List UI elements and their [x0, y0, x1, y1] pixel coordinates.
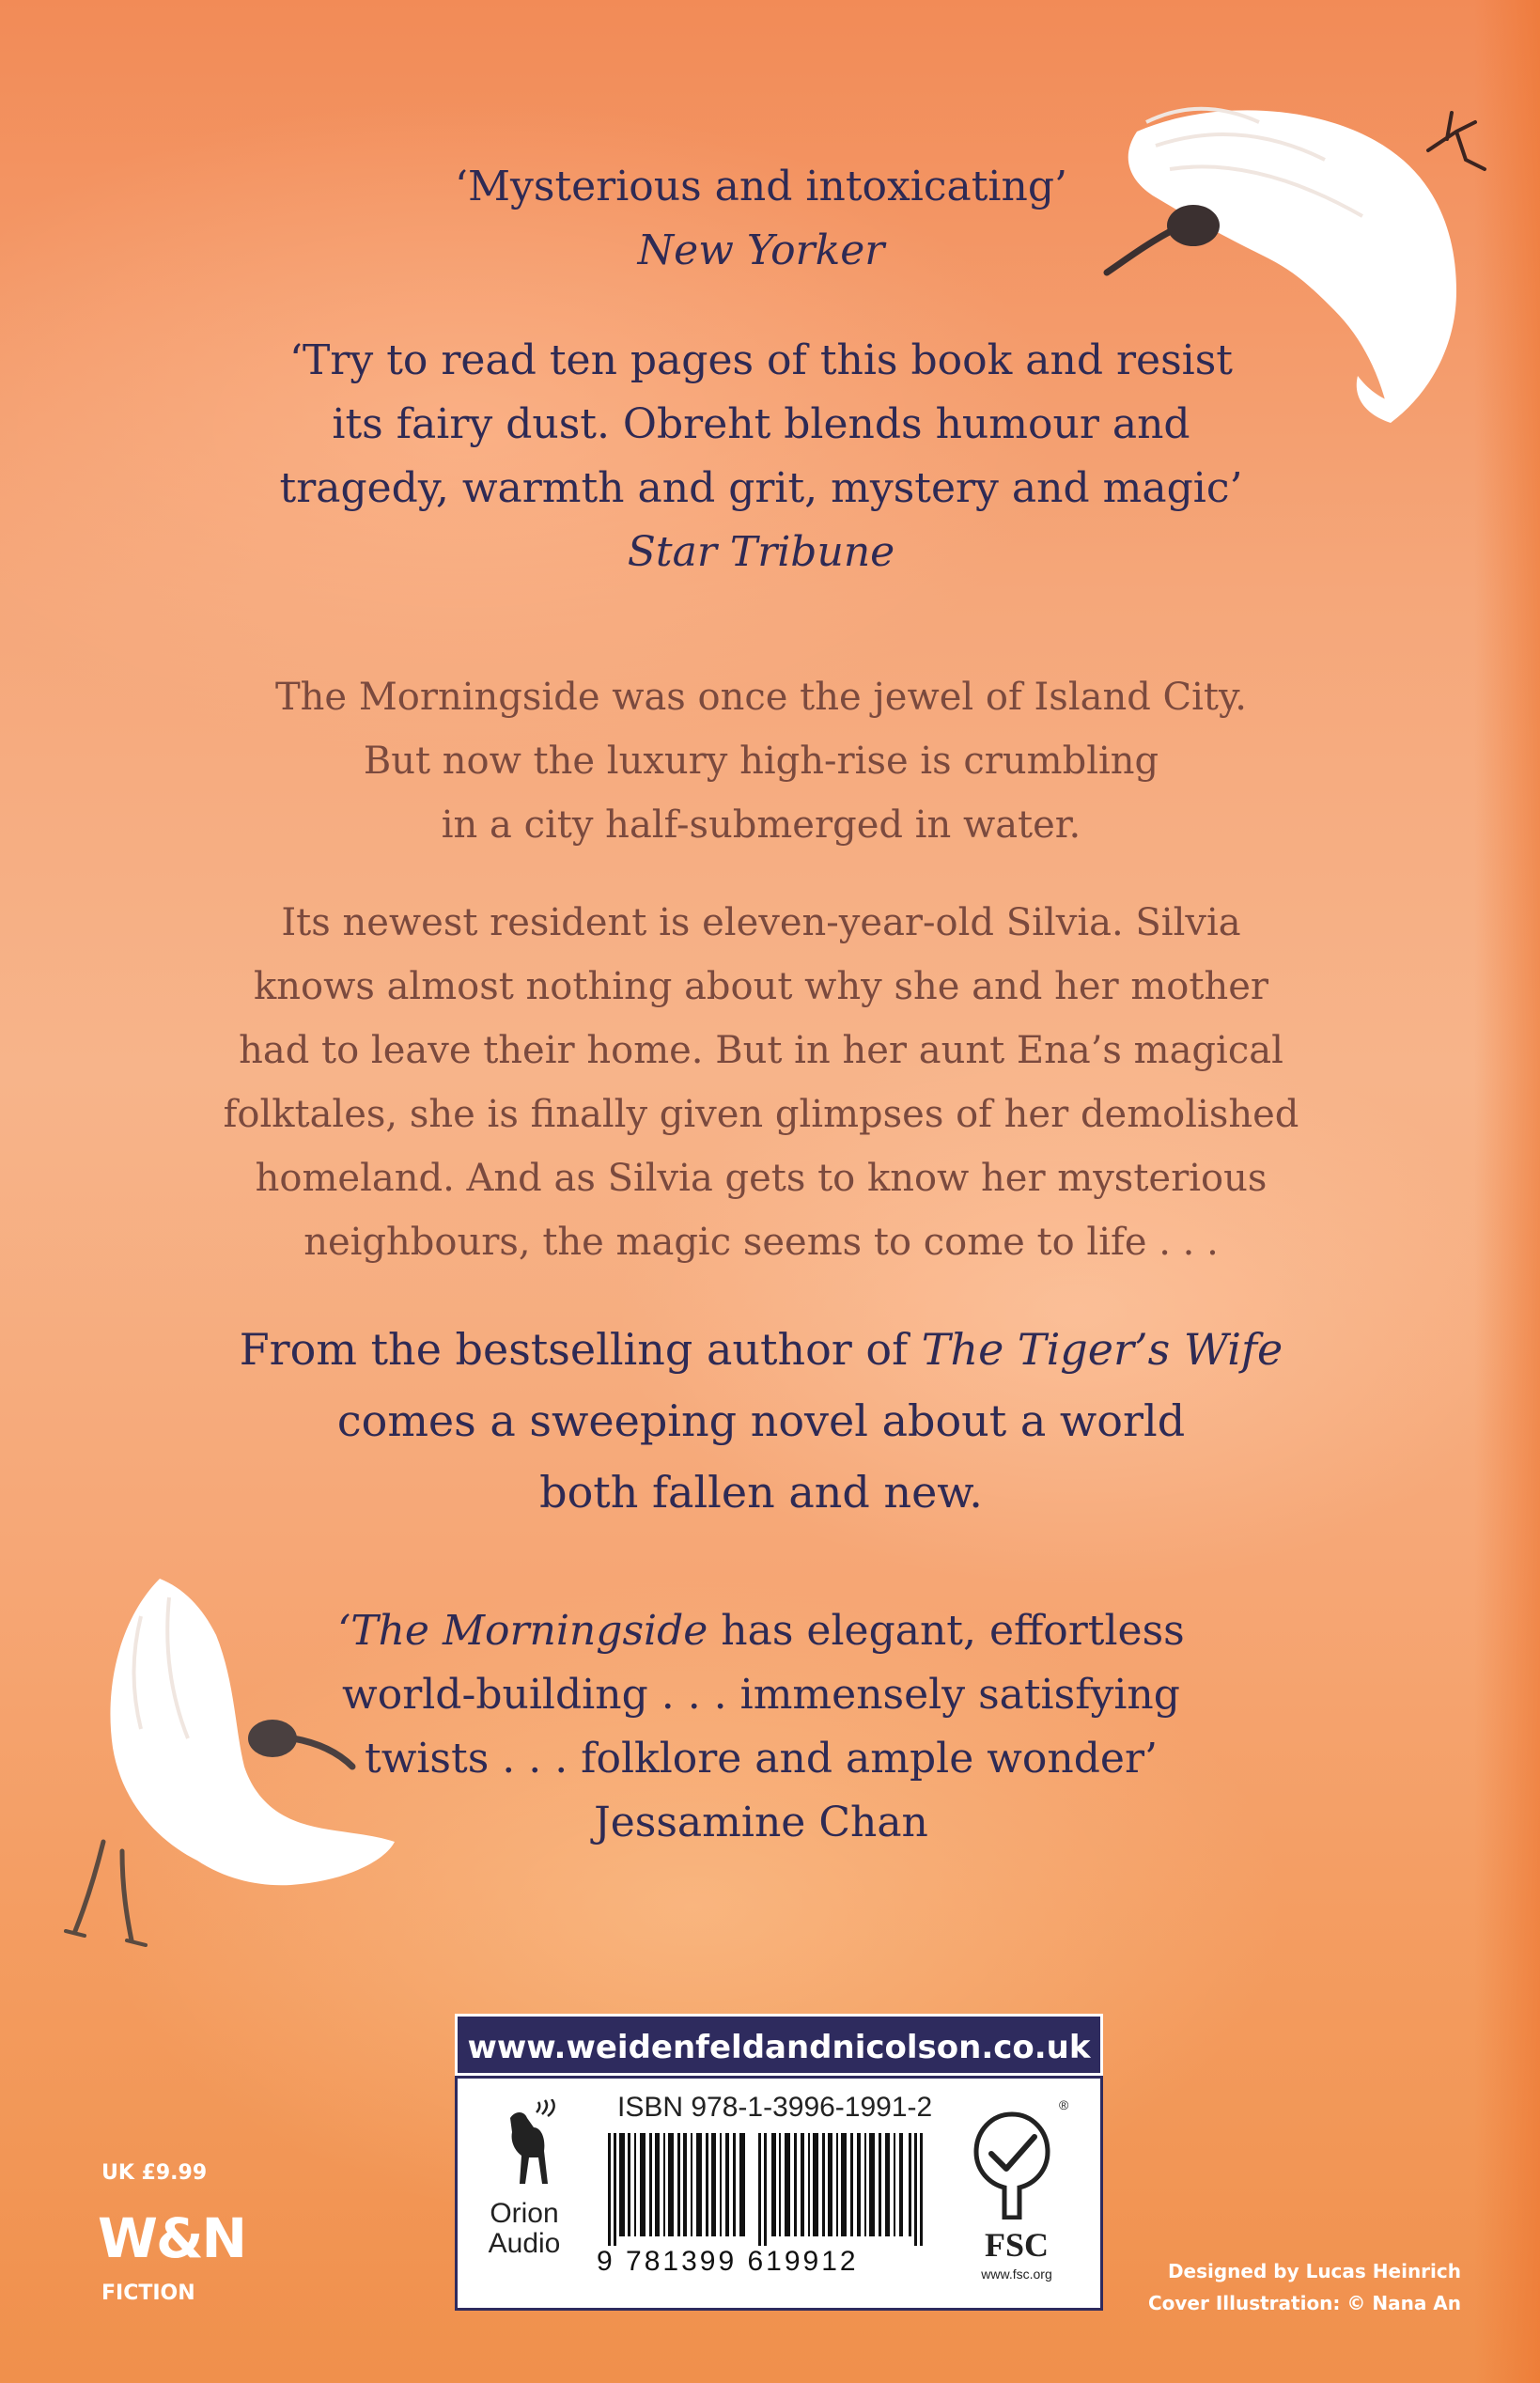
- previous-book-title: The Tiger’s Wife: [921, 1324, 1283, 1375]
- blurb-line: neighbours, the magic seems to come to life . . .: [303, 1221, 1219, 1264]
- tree-check-icon: [965, 2107, 1059, 2219]
- isbn-number: ISBN 978-1-3996-1991-2: [617, 2092, 933, 2123]
- cover-credits: [1148, 2255, 1461, 2319]
- quote-source: Star Tribune: [627, 528, 895, 576]
- imprint-category: FICTION: [101, 2282, 195, 2305]
- price-label: UK £9.99: [101, 2161, 208, 2185]
- blurb-paragraph-2: [150, 891, 1372, 1274]
- fsc-registered-mark: ®: [1059, 2097, 1069, 2112]
- orion-audio-label: [482, 2199, 567, 2259]
- review-quote-2: [150, 329, 1372, 584]
- barcode-digits: 9 781399 619912: [597, 2246, 859, 2277]
- quote-line: twists . . . folklore and ample wonder’: [365, 1735, 1158, 1783]
- quote-text: ‘Mysterious and intoxicating’: [454, 163, 1067, 210]
- quote-source: Jessamine Chan: [594, 1799, 928, 1846]
- blurb-line: The Morningside was once the jewel of Island City.: [274, 676, 1248, 719]
- quote-line: ‘Try to read ten pages of this book and resist: [289, 336, 1233, 384]
- orion-label-line: Orion: [490, 2198, 559, 2229]
- blurb-line: in a city half-submerged in water.: [441, 803, 1081, 847]
- barcode-panel: [455, 2076, 1103, 2311]
- quote-line: world-building . . . immensely satisfying: [342, 1671, 1180, 1719]
- barcode-icon: [608, 2133, 927, 2246]
- designer-credit: Designed by Lucas Heinrich: [1167, 2260, 1461, 2282]
- blurb-line: had to leave their home. But in her aunt Ena’s magical: [239, 1029, 1283, 1072]
- fsc-url: www.fsc.org: [981, 2266, 1052, 2282]
- blurb-line: But now the luxury high-rise is crumbling: [363, 740, 1159, 783]
- blurb-line: folktales, she is finally given glimpses of her demolished: [223, 1093, 1299, 1136]
- fsc-label: FSC: [984, 2226, 1049, 2264]
- book-title: ‘The Morningside: [337, 1607, 708, 1655]
- quote-rest: has elegant, effortless: [708, 1607, 1185, 1655]
- quote-line: [150, 1599, 1372, 1663]
- orion-label-line: Audio: [488, 2228, 561, 2259]
- illustration-credit: Cover Illustration: © Nana An: [1147, 2292, 1461, 2314]
- quote-line: tragedy, warmth and grit, mystery and magic’: [279, 464, 1243, 512]
- review-quote-1: [150, 155, 1372, 283]
- review-quote-3: [150, 1599, 1372, 1855]
- blurb-line: knows almost nothing about why she and her mother: [254, 965, 1268, 1008]
- imprint-logo: W&N: [98, 2206, 246, 2270]
- author-tagline: [150, 1314, 1372, 1528]
- publisher-url[interactable]: www.weidenfeldandnicolson.co.uk: [455, 2014, 1103, 2076]
- blurb-line: homeland. And as Silvia gets to know her mysterious: [255, 1157, 1268, 1200]
- tagline-line-3: both fallen and new.: [539, 1467, 983, 1518]
- tagline-prefix: From the bestselling author of: [239, 1324, 922, 1375]
- blurb-paragraph-1: [150, 665, 1372, 857]
- quote-source: New Yorker: [637, 226, 885, 274]
- tagline-line-2: comes a sweeping novel about a world: [336, 1395, 1186, 1446]
- blurb-line: Its newest resident is eleven-year-old Silvia. Silvia: [281, 901, 1241, 944]
- tagline-line-1: [150, 1314, 1372, 1385]
- quote-line: its fairy dust. Obreht blends humour and: [332, 400, 1190, 448]
- greyhound-icon: [482, 2099, 567, 2193]
